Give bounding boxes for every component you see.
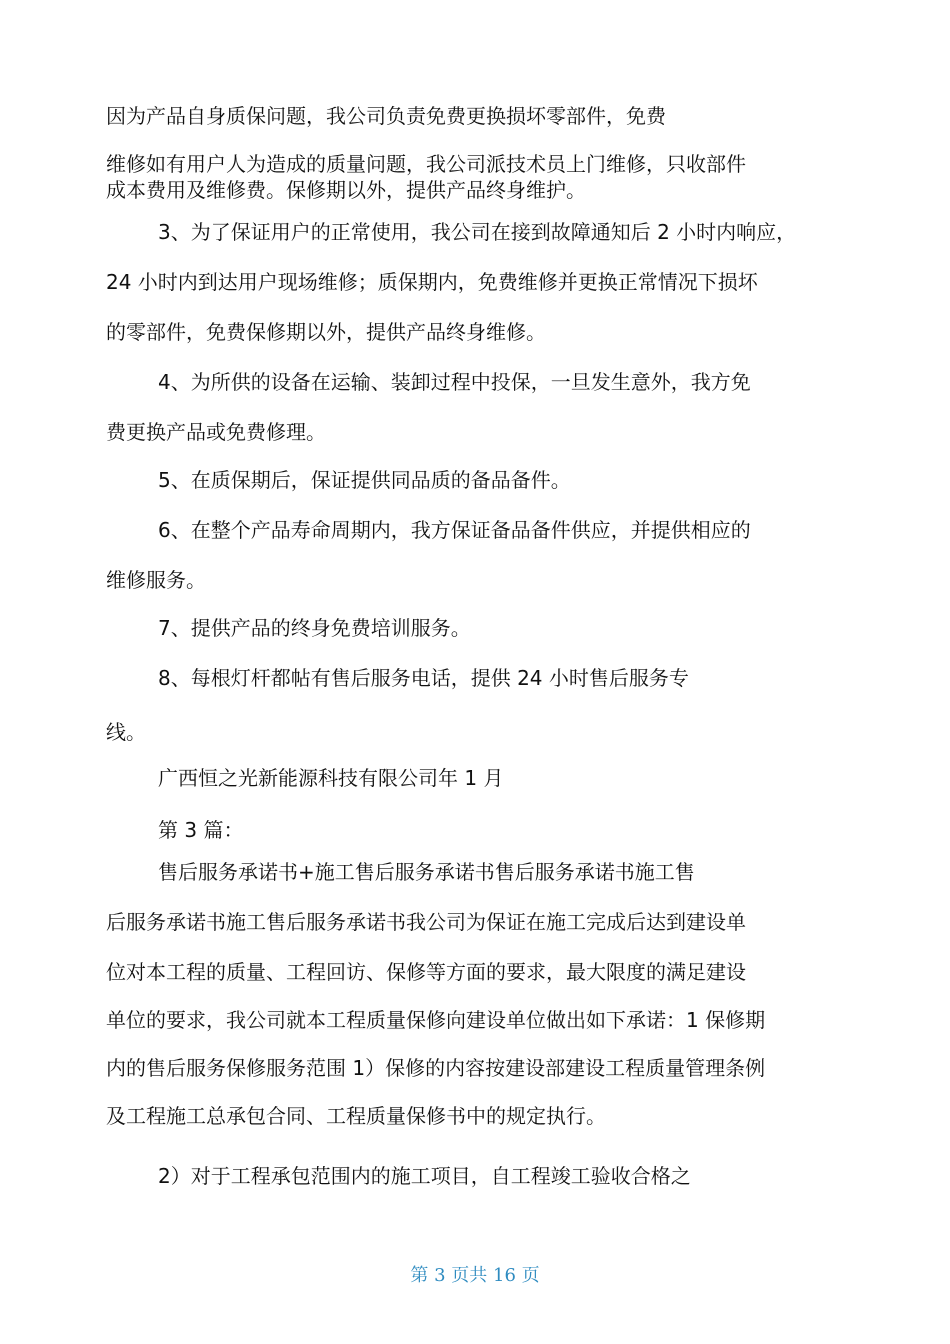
text-line: 24 小时内到达用户现场维修；质保期内，免费维修并更换正常情况下损坏 [106, 270, 758, 294]
section-heading: 第 3 篇： [158, 818, 244, 842]
text-line: 单位的要求，我公司就本工程质量保修向建设单位做出如下承诺：1 保修期 [106, 1008, 766, 1032]
text-line: 及工程施工总承包合同、工程质量保修书中的规定执行。 [106, 1104, 606, 1128]
text-line: 线。 [106, 720, 146, 744]
text-line: 售后服务承诺书+施工售后服务承诺书售后服务承诺书施工售 [158, 860, 695, 884]
text-line: 5、在质保期后，保证提供同品质的备品备件。 [158, 468, 571, 492]
text-line: 因为产品自身质保问题，我公司负责免费更换损坏零部件，免费 [106, 104, 666, 128]
text-line: 维修如有用户人为造成的质量问题，我公司派技术员上门维修，只收部件 [106, 152, 746, 176]
text-line: 6、在整个产品寿命周期内，我方保证备品备件供应，并提供相应的 [158, 518, 751, 542]
text-line: 8、每根灯杆都帖有售后服务电话，提供 24 小时售后服务专 [158, 666, 689, 690]
text-line: 后服务承诺书施工售后服务承诺书我公司为保证在施工完成后达到建设单 [106, 910, 746, 934]
text-line: 7、提供产品的终身免费培训服务。 [158, 616, 471, 640]
text-line: 2）对于工程承包范围内的施工项目，自工程竣工验收合格之 [158, 1164, 691, 1188]
company-date-line: 广西恒之光新能源科技有限公司年 1 月 [158, 766, 504, 790]
text-line: 成本费用及维修费。保修期以外，提供产品终身维护。 [106, 178, 586, 202]
text-line: 内的售后服务保修服务范围 1）保修的内容按建设部建设工程质量管理条例 [106, 1056, 766, 1080]
text-line: 维修服务。 [106, 568, 206, 592]
text-line: 位对本工程的质量、工程回访、保修等方面的要求，最大限度的满足建设 [106, 960, 746, 984]
text-line: 费更换产品或免费修理。 [106, 420, 326, 444]
text-line: 3、为了保证用户的正常使用，我公司在接到故障通知后 2 小时内响应， [158, 220, 797, 244]
text-line: 4、为所供的设备在运输、装卸过程中投保，一旦发生意外，我方免 [158, 370, 751, 394]
text-line: 的零部件，免费保修期以外，提供产品终身维修。 [106, 320, 546, 344]
page-footer: 第 3 页共 16 页 [410, 1265, 540, 1286]
